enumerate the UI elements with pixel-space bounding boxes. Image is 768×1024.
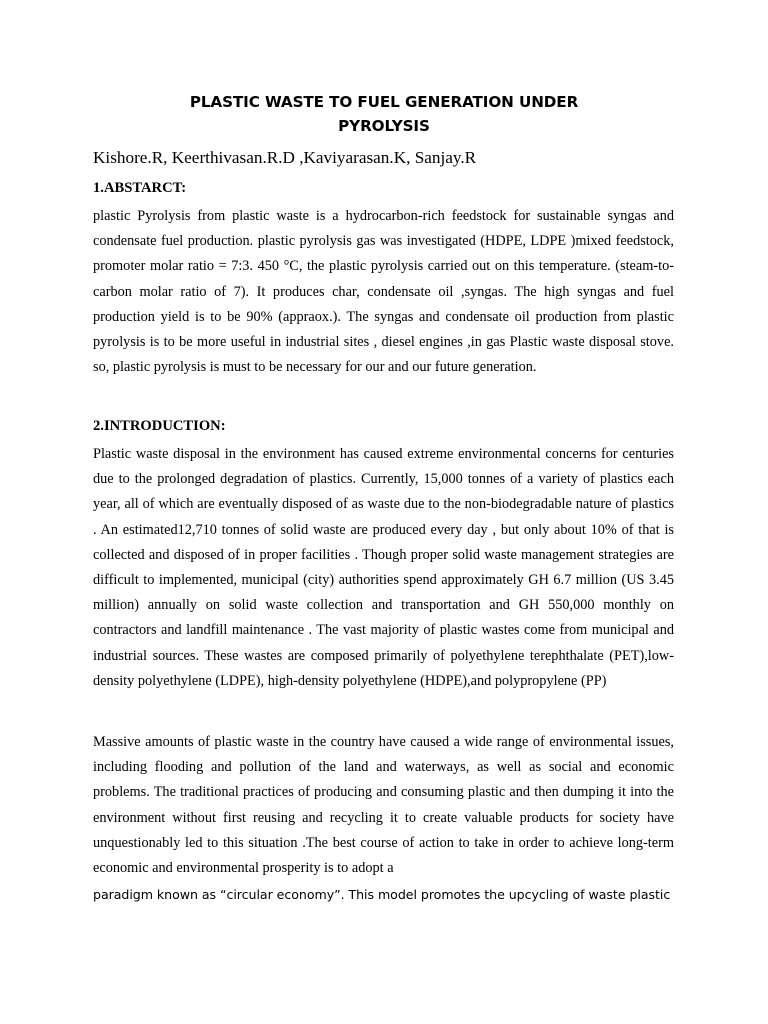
section-heading-abstract: 1.ABSTARCT:: [93, 180, 187, 196]
introduction-paragraph-1: Plastic waste disposal in the environment has caused extreme environmental concerns for centuries due to the prolonged degradation of plastics. Currently, 15,000 tonnes of a variety of plastics each year, all of which are eventually disposed of as waste due to the non-biodegradable nature of plastics . An estimated12,710 tonnes of solid waste are produced every day , but only about 10% of that is collected and disposed of in proper facilities . Though proper solid waste management strategies are difficult to implemented, municipal (city) authorities spend approximately GH 6.7 million (US 3.45 million) annually on solid waste collection and transportation and GH 550,000 monthly on contractors and landfill maintenance . The vast majority of plastic wastes come from municipal and industrial sources. These wastes are composed primarily of polyethylene terephthalate (PET),low-density polyethylene (LDPE), high-density polyethylene (HDPE),and polypropylene (PP): [93, 446, 674, 689]
abstract-paragraph: plastic Pyrolysis from plastic waste is a hydrocarbon-rich feedstock for sustainable syngas and condensate fuel production. plastic pyrolysis gas was investigated (HDPE, LDPE )mixed feedstock, promoter molar ratio = 7:3. 450 °C, the plastic pyrolysis carried out on this temperature. (steam-to-carbon molar ratio of 7). It produces char, condensate oil ,syngas. The high syngas and fuel production yield is to be 90% (appraox.). The syngas and condensate oil production from plastic pyrolysis is to be more useful in industrial sites , diesel engines ,in gas Plastic waste disposal stove. so, plastic pyrolysis is must to be necessary for our and our future generation.: [93, 208, 674, 376]
paper-title: [93, 90, 675, 138]
author-list: Kishore.R, Keerthivasan.R.D ,Kaviyarasan.K, Sanjay.R: [93, 148, 477, 167]
paper-title-line-2: PYROLYSIS: [338, 117, 430, 135]
paper-title-line-1: PLASTIC WASTE TO FUEL GENERATION UNDER: [189, 93, 579, 111]
section-heading-introduction: 2.INTRODUCTION:: [93, 418, 226, 434]
introduction-paragraph-2-continuation: paradigm known as “circular economy”. This model promotes the upcycling of waste plastic: [93, 887, 671, 902]
introduction-paragraph-2: Massive amounts of plastic waste in the country have caused a wide range of environmental issues, including flooding and pollution of the land and waterways, as well as social and economic problems. The traditional practices of producing and consuming plastic and then dumping it into the environment without first reusing and recycling it to create valuable products for society have unquestionably led to this situation .The best course of action to take in order to achieve long-term economic and environmental prosperity is to adopt a: [93, 734, 674, 877]
